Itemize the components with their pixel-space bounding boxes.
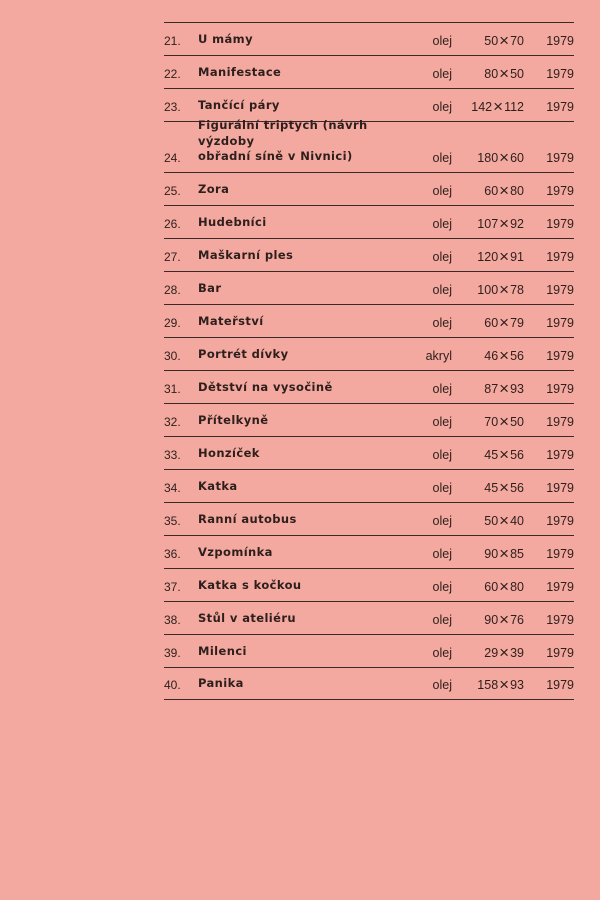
entry-height: 93 — [510, 678, 524, 692]
entry-width: 180 — [477, 151, 499, 165]
entry-height: 76 — [510, 613, 524, 627]
entry-dimensions — [452, 643, 524, 662]
entry-height: 39 — [510, 646, 524, 660]
entry-title: Přítelkyně — [198, 413, 269, 428]
entry-number: 34. — [164, 481, 181, 495]
catalog-entry — [164, 502, 574, 535]
entry-medium: olej — [432, 67, 452, 81]
entry-medium: olej — [432, 151, 452, 165]
entry-height: 91 — [510, 250, 524, 264]
entry-title: Panika — [198, 676, 244, 691]
times-icon: × — [499, 577, 510, 596]
entry-year: 1979 — [546, 34, 574, 48]
times-icon: × — [499, 379, 510, 398]
entry-medium: olej — [432, 547, 452, 561]
entry-year: 1979 — [546, 349, 574, 363]
catalog-entry — [164, 205, 574, 238]
entry-width: 50 — [484, 34, 499, 48]
entry-number: 29. — [164, 316, 181, 330]
entry-width: 90 — [484, 547, 499, 561]
entry-dimensions — [452, 247, 524, 266]
entry-medium: olej — [432, 283, 452, 297]
entry-height: 92 — [510, 217, 524, 231]
entry-title: Katka s kočkou — [198, 578, 302, 593]
entry-number: 26. — [164, 217, 181, 231]
catalog-entry — [164, 304, 574, 337]
entry-medium: olej — [432, 613, 452, 627]
entry-width: 142 — [471, 100, 493, 114]
entry-dimensions — [452, 97, 524, 116]
entry-width: 45 — [484, 448, 499, 462]
entry-year: 1979 — [546, 151, 574, 165]
times-icon: × — [499, 610, 510, 629]
times-icon: × — [499, 31, 510, 50]
entry-year: 1979 — [546, 580, 574, 594]
catalog-entry — [164, 568, 574, 601]
entry-dimensions — [452, 313, 524, 332]
entry-number: 33. — [164, 448, 181, 462]
entry-height: 112 — [504, 100, 524, 114]
times-icon: × — [499, 478, 510, 497]
entry-medium: olej — [432, 316, 452, 330]
entry-year: 1979 — [546, 448, 574, 462]
entry-year: 1979 — [546, 67, 574, 81]
times-icon: × — [499, 313, 510, 332]
catalog-entry — [164, 601, 574, 634]
entry-title: Portrét dívky — [198, 347, 289, 362]
entry-year: 1979 — [546, 283, 574, 297]
entry-number: 31. — [164, 382, 181, 396]
entry-year: 1979 — [546, 646, 574, 660]
entry-medium: olej — [432, 448, 452, 462]
catalog-list — [164, 22, 574, 700]
entry-width: 100 — [477, 283, 499, 297]
times-icon: × — [499, 445, 510, 464]
entry-width: 46 — [484, 349, 499, 363]
entry-width: 87 — [484, 382, 499, 396]
entry-year: 1979 — [546, 217, 574, 231]
catalog-entry — [164, 88, 574, 121]
catalog-entry — [164, 55, 574, 88]
entry-title: Mateřství — [198, 314, 264, 329]
entry-height: 40 — [510, 514, 524, 528]
entry-dimensions — [452, 544, 524, 563]
entry-dimensions — [452, 610, 524, 629]
entry-height: 85 — [510, 547, 524, 561]
entry-number: 38. — [164, 613, 181, 627]
entry-number: 30. — [164, 349, 181, 363]
entry-title: Tančící páry — [198, 98, 280, 113]
entry-medium: olej — [432, 382, 452, 396]
entry-number: 40. — [164, 678, 181, 692]
entry-number: 25. — [164, 184, 181, 198]
entry-dimensions — [452, 478, 524, 497]
entry-height: 78 — [510, 283, 524, 297]
entry-number: 21. — [164, 34, 181, 48]
entry-height: 50 — [510, 415, 524, 429]
entry-dimensions — [452, 214, 524, 233]
entry-medium: olej — [432, 217, 452, 231]
times-icon: × — [499, 64, 510, 83]
entry-number: 39. — [164, 646, 181, 660]
entry-medium: olej — [432, 184, 452, 198]
times-icon: × — [499, 280, 510, 299]
entry-year: 1979 — [546, 678, 574, 692]
catalog-entry — [164, 238, 574, 271]
entry-medium: olej — [432, 34, 452, 48]
entry-medium: olej — [432, 514, 452, 528]
catalog-entry — [164, 172, 574, 205]
entry-title: Katka — [198, 479, 238, 494]
entry-medium: akryl — [425, 349, 452, 363]
entry-number: 32. — [164, 415, 181, 429]
entry-height: 93 — [510, 382, 524, 396]
times-icon: × — [499, 148, 510, 167]
entry-medium: olej — [432, 580, 452, 594]
entry-width: 60 — [484, 580, 499, 594]
entry-year: 1979 — [546, 382, 574, 396]
entry-width: 60 — [484, 316, 499, 330]
catalog-entry — [164, 118, 574, 172]
entry-dimensions — [452, 181, 524, 200]
entry-year: 1979 — [546, 316, 574, 330]
entry-height: 80 — [510, 184, 524, 198]
entry-width: 120 — [477, 250, 499, 264]
entry-medium: olej — [432, 481, 452, 495]
entry-title: Ranní autobus — [198, 512, 297, 527]
entry-width: 90 — [484, 613, 499, 627]
entry-title: Vzpomínka — [198, 545, 273, 560]
entry-medium: olej — [432, 415, 452, 429]
entry-title: Bar — [198, 281, 222, 296]
times-icon: × — [499, 346, 510, 365]
catalog-entry — [164, 469, 574, 502]
entry-title: Hudebníci — [198, 215, 267, 230]
entry-year: 1979 — [546, 100, 574, 114]
entry-year: 1979 — [546, 415, 574, 429]
times-icon: × — [499, 181, 510, 200]
catalog-entry — [164, 403, 574, 436]
entry-year: 1979 — [546, 613, 574, 627]
entry-title: Milenci — [198, 644, 247, 659]
times-icon: × — [499, 675, 510, 694]
entry-dimensions — [452, 64, 524, 83]
entry-title: Figurální triptych (návrh výzdoby obřadní síně v Nivnici) — [198, 118, 368, 164]
entry-year: 1979 — [546, 547, 574, 561]
entry-width: 70 — [484, 415, 499, 429]
entry-title: Zora — [198, 182, 230, 197]
entry-number: 35. — [164, 514, 181, 528]
entry-width: 50 — [484, 514, 499, 528]
entry-dimensions — [452, 31, 524, 50]
entry-height: 56 — [510, 481, 524, 495]
entry-title: Honzíček — [198, 446, 260, 461]
entry-height: 60 — [510, 151, 524, 165]
entry-year: 1979 — [546, 514, 574, 528]
entry-number: 23. — [164, 100, 181, 114]
entry-title: U mámy — [198, 32, 253, 47]
entry-width: 107 — [477, 217, 499, 231]
times-icon: × — [499, 544, 510, 563]
entry-width: 60 — [484, 184, 499, 198]
entry-height: 56 — [510, 448, 524, 462]
entry-dimensions — [452, 280, 524, 299]
entry-height: 50 — [510, 67, 524, 81]
entry-dimensions — [452, 346, 524, 365]
entry-year: 1979 — [546, 250, 574, 264]
entry-height: 56 — [510, 349, 524, 363]
entry-dimensions — [452, 412, 524, 431]
entry-dimensions — [452, 675, 524, 694]
times-icon: × — [499, 643, 510, 662]
entry-dimensions — [452, 511, 524, 530]
catalog-entry — [164, 337, 574, 370]
entry-title: Manifestace — [198, 65, 282, 80]
times-icon: × — [499, 214, 510, 233]
entry-dimensions — [452, 445, 524, 464]
entry-medium: olej — [432, 678, 452, 692]
entry-height: 79 — [510, 316, 524, 330]
times-icon: × — [493, 97, 504, 116]
entry-dimensions — [452, 379, 524, 398]
times-icon: × — [499, 511, 510, 530]
catalog-entry — [164, 667, 574, 700]
entry-number: 36. — [164, 547, 181, 561]
entry-number: 37. — [164, 580, 181, 594]
entry-width: 158 — [477, 678, 499, 692]
entry-year: 1979 — [546, 184, 574, 198]
entry-dimensions — [452, 148, 524, 167]
entry-width: 29 — [484, 646, 499, 660]
entry-title: Stůl v ateliéru — [198, 611, 297, 626]
entry-height: 80 — [510, 580, 524, 594]
entry-medium: olej — [432, 646, 452, 660]
entry-width: 80 — [484, 67, 499, 81]
entry-number: 28. — [164, 283, 181, 297]
entry-medium: olej — [432, 100, 452, 114]
entry-medium: olej — [432, 250, 452, 264]
catalog-entry — [164, 22, 574, 55]
catalog-entry — [164, 535, 574, 568]
entry-dimensions — [452, 577, 524, 596]
catalog-entry — [164, 271, 574, 304]
entry-number: 22. — [164, 67, 181, 81]
catalog-entry — [164, 370, 574, 403]
times-icon: × — [499, 412, 510, 431]
entry-year: 1979 — [546, 481, 574, 495]
entry-number: 24. — [164, 151, 181, 165]
entry-width: 45 — [484, 481, 499, 495]
entry-number: 27. — [164, 250, 181, 264]
times-icon: × — [499, 247, 510, 266]
entry-title: Maškarní ples — [198, 248, 294, 263]
catalog-entry — [164, 436, 574, 469]
entry-height: 70 — [510, 34, 524, 48]
entry-title: Dětství na vysočině — [198, 380, 333, 395]
catalog-entry — [164, 634, 574, 667]
